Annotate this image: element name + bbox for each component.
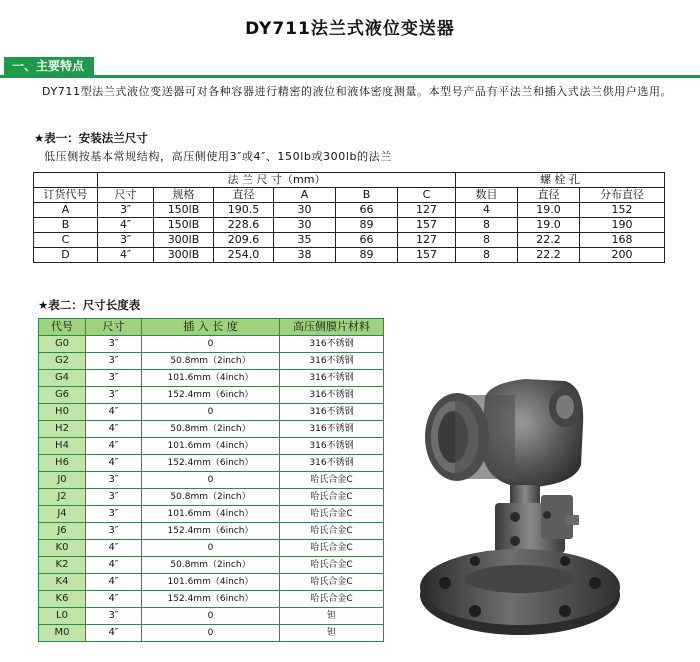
table1-cell: 8 <box>456 233 518 248</box>
table2-cell: 4″ <box>86 438 142 455</box>
table2-header-cell: 插 入 长 度 <box>142 319 280 336</box>
table1-cell: 168 <box>580 233 665 248</box>
table2-row <box>39 591 384 608</box>
table2-cell: 316不锈钢 <box>280 370 384 387</box>
table2-cell: 钽 <box>280 608 384 625</box>
table2-code-cell: J2 <box>39 489 86 506</box>
table1-header-cell: 数目 <box>456 188 518 203</box>
table2-cell: 0 <box>142 404 280 421</box>
table2-row <box>39 421 384 438</box>
table1-header-cell: 分布直径 <box>580 188 665 203</box>
table2-cell: 哈氏合金C <box>280 557 384 574</box>
table1-cell: 200 <box>580 248 665 263</box>
table2-cell: 50.8mm（2inch） <box>142 489 280 506</box>
table2-row <box>39 608 384 625</box>
table2-cell: 3″ <box>86 370 142 387</box>
table2-cell: 3″ <box>86 523 142 540</box>
table2-code-cell: L0 <box>39 608 86 625</box>
table2-cell: 3″ <box>86 353 142 370</box>
table1-cell: 127 <box>398 233 456 248</box>
table2-cell: 哈氏合金C <box>280 489 384 506</box>
table2-cell: 101.6mm（4inch） <box>142 370 280 387</box>
table2-row <box>39 455 384 472</box>
table1-group-bolt: 螺 栓 孔 <box>456 173 665 188</box>
table2-cell: 3″ <box>86 472 142 489</box>
table1-cell: 127 <box>398 203 456 218</box>
table2-row <box>39 353 384 370</box>
table1-row <box>34 203 665 218</box>
table1-header-cell: A <box>274 188 336 203</box>
table2-row <box>39 404 384 421</box>
table2-cell: 50.8mm（2inch） <box>142 421 280 438</box>
flange-dimension-table <box>33 172 665 263</box>
table2-cell: 4″ <box>86 574 142 591</box>
table1-cell: 35 <box>274 233 336 248</box>
table2-cell: 0 <box>142 472 280 489</box>
table2-cell: 101.6mm（4inch） <box>142 574 280 591</box>
table1-row <box>34 248 665 263</box>
table2-code-cell: H2 <box>39 421 86 438</box>
table2-cell: 152.4mm（6inch） <box>142 387 280 404</box>
table2-code-cell: J4 <box>39 506 86 523</box>
table2-cell: 152.4mm（6inch） <box>142 455 280 472</box>
table2-header-cell: 代号 <box>39 319 86 336</box>
table2-row <box>39 540 384 557</box>
table1-cell: 157 <box>398 218 456 233</box>
table2-code-cell: M0 <box>39 625 86 642</box>
table2-row <box>39 438 384 455</box>
table1-header-cell: C <box>398 188 456 203</box>
table2-cell: 50.8mm（2inch） <box>142 557 280 574</box>
table1-header-cell: 订货代号 <box>34 188 98 203</box>
table2-row <box>39 523 384 540</box>
table1-header-cell: B <box>336 188 398 203</box>
table2-code-cell: K0 <box>39 540 86 557</box>
table2-cell: 哈氏合金C <box>280 523 384 540</box>
table2-cell: 3″ <box>86 489 142 506</box>
table1-caption: ★表一：安装法兰尺寸 <box>34 131 148 145</box>
table1-cell: 254.0 <box>214 248 274 263</box>
table2-cell: 哈氏合金C <box>280 574 384 591</box>
table1-group-flange: 法 兰 尺 寸（mm） <box>98 173 456 188</box>
table2-cell: 4″ <box>86 540 142 557</box>
table1-header-cell: 规格 <box>154 188 214 203</box>
table2-cell: 4″ <box>86 404 142 421</box>
table2-cell: 316不锈钢 <box>280 387 384 404</box>
table1-row <box>34 233 665 248</box>
table2-code-cell: K4 <box>39 574 86 591</box>
table2-code-cell: J6 <box>39 523 86 540</box>
table1-cell: 8 <box>456 218 518 233</box>
table1-cell: 19.0 <box>518 218 580 233</box>
table2-cell: 哈氏合金C <box>280 472 384 489</box>
table2-cell: 0 <box>142 625 280 642</box>
length-table <box>38 318 384 642</box>
table1-cell: 152 <box>580 203 665 218</box>
table2-cell: 0 <box>142 608 280 625</box>
table2-row <box>39 336 384 353</box>
table1-cell: 300lB <box>154 248 214 263</box>
table2-cell: 3″ <box>86 608 142 625</box>
table1-cell: 3″ <box>98 203 154 218</box>
table2-code-cell: K2 <box>39 557 86 574</box>
table2-code-cell: H4 <box>39 438 86 455</box>
table2-row <box>39 557 384 574</box>
table1-cell: 30 <box>274 203 336 218</box>
table2-cell: 4″ <box>86 455 142 472</box>
table2-cell: 4″ <box>86 591 142 608</box>
table1-cell: 30 <box>274 218 336 233</box>
table2-cell: 4″ <box>86 421 142 438</box>
table1-cell: 89 <box>336 248 398 263</box>
table2-cell: 50.8mm（2inch） <box>142 353 280 370</box>
table1-cell: D <box>34 248 98 263</box>
table1-cell: 66 <box>336 203 398 218</box>
table2-header-cell: 尺寸 <box>86 319 142 336</box>
table1-cell: C <box>34 233 98 248</box>
transmitter-photo <box>415 365 690 645</box>
table2-row <box>39 489 384 506</box>
table1-cell: 190 <box>580 218 665 233</box>
table2-code-cell: G6 <box>39 387 86 404</box>
table1-cell: 4 <box>456 203 518 218</box>
table2-cell: 152.4mm（6inch） <box>142 591 280 608</box>
table1-cell: 300lB <box>154 233 214 248</box>
table2-row <box>39 625 384 642</box>
table2-cell: 316不锈钢 <box>280 438 384 455</box>
table1-cell: 150lB <box>154 218 214 233</box>
table2-row <box>39 387 384 404</box>
table2-code-cell: G4 <box>39 370 86 387</box>
table1-blank-cell <box>34 173 98 188</box>
table2-cell: 101.6mm（4inch） <box>142 438 280 455</box>
table2-cell: 316不锈钢 <box>280 455 384 472</box>
table2-cell: 316不锈钢 <box>280 336 384 353</box>
table2-cell: 4″ <box>86 625 142 642</box>
table1-cell: 38 <box>274 248 336 263</box>
table2-cell: 101.6mm（4inch） <box>142 506 280 523</box>
section-header-bar <box>0 57 700 78</box>
table2-cell: 3″ <box>86 506 142 523</box>
table2-row <box>39 370 384 387</box>
table1-cell: 3″ <box>98 233 154 248</box>
table1-cell: B <box>34 218 98 233</box>
intro-paragraph: DY711型法兰式液位变送器可对各种容器进行精密的液位和液体密度测量。本型号产品有平法兰和插入式法兰供用户选用。 <box>42 85 673 98</box>
table1-note: 低压侧按基本常规结构，高压侧使用3″或4″、150lb或300lb的法兰 <box>44 150 392 163</box>
table1-cell: A <box>34 203 98 218</box>
page-title: DY711法兰式液位变送器 <box>245 19 455 39</box>
table1-cell: 22.2 <box>518 248 580 263</box>
table1-cell: 22.2 <box>518 233 580 248</box>
table1-cell: 228.6 <box>214 218 274 233</box>
table2-caption: ★表二：尺寸长度表 <box>38 298 141 312</box>
table1-cell: 157 <box>398 248 456 263</box>
table2-cell: 152.4mm（6inch） <box>142 523 280 540</box>
table2-code-cell: H6 <box>39 455 86 472</box>
table2-cell: 哈氏合金C <box>280 506 384 523</box>
table1-row <box>34 218 665 233</box>
table2-header-cell: 高压侧膜片材料 <box>280 319 384 336</box>
section-title-features: 一、主要特点 <box>4 57 94 75</box>
table2-cell: 3″ <box>86 387 142 404</box>
table1-cell: 89 <box>336 218 398 233</box>
table2-cell: 3″ <box>86 336 142 353</box>
table1-header-cell: 直径 <box>214 188 274 203</box>
table2-code-cell: H0 <box>39 404 86 421</box>
table2-row <box>39 574 384 591</box>
table2-cell: 0 <box>142 540 280 557</box>
table2-cell: 0 <box>142 336 280 353</box>
table1-header-cell: 尺寸 <box>98 188 154 203</box>
table2-cell: 哈氏合金C <box>280 591 384 608</box>
table2-cell: 钽 <box>280 625 384 642</box>
table1-cell: 150lB <box>154 203 214 218</box>
table2-code-cell: K6 <box>39 591 86 608</box>
table2-row <box>39 472 384 489</box>
table1-cell: 209.6 <box>214 233 274 248</box>
table2-cell: 316不锈钢 <box>280 404 384 421</box>
table1-cell: 8 <box>456 248 518 263</box>
table2-code-cell: G2 <box>39 353 86 370</box>
table2-cell: 316不锈钢 <box>280 353 384 370</box>
table1-cell: 19.0 <box>518 203 580 218</box>
table2-row <box>39 506 384 523</box>
table1-cell: 4″ <box>98 248 154 263</box>
table1-header-cell: 直径 <box>518 188 580 203</box>
table2-code-cell: G0 <box>39 336 86 353</box>
table1-cell: 190.5 <box>214 203 274 218</box>
table1-cell: 66 <box>336 233 398 248</box>
table1-cell: 4″ <box>98 218 154 233</box>
table2-cell: 316不锈钢 <box>280 421 384 438</box>
table2-code-cell: J0 <box>39 472 86 489</box>
table2-cell: 4″ <box>86 557 142 574</box>
table2-cell: 哈氏合金C <box>280 540 384 557</box>
